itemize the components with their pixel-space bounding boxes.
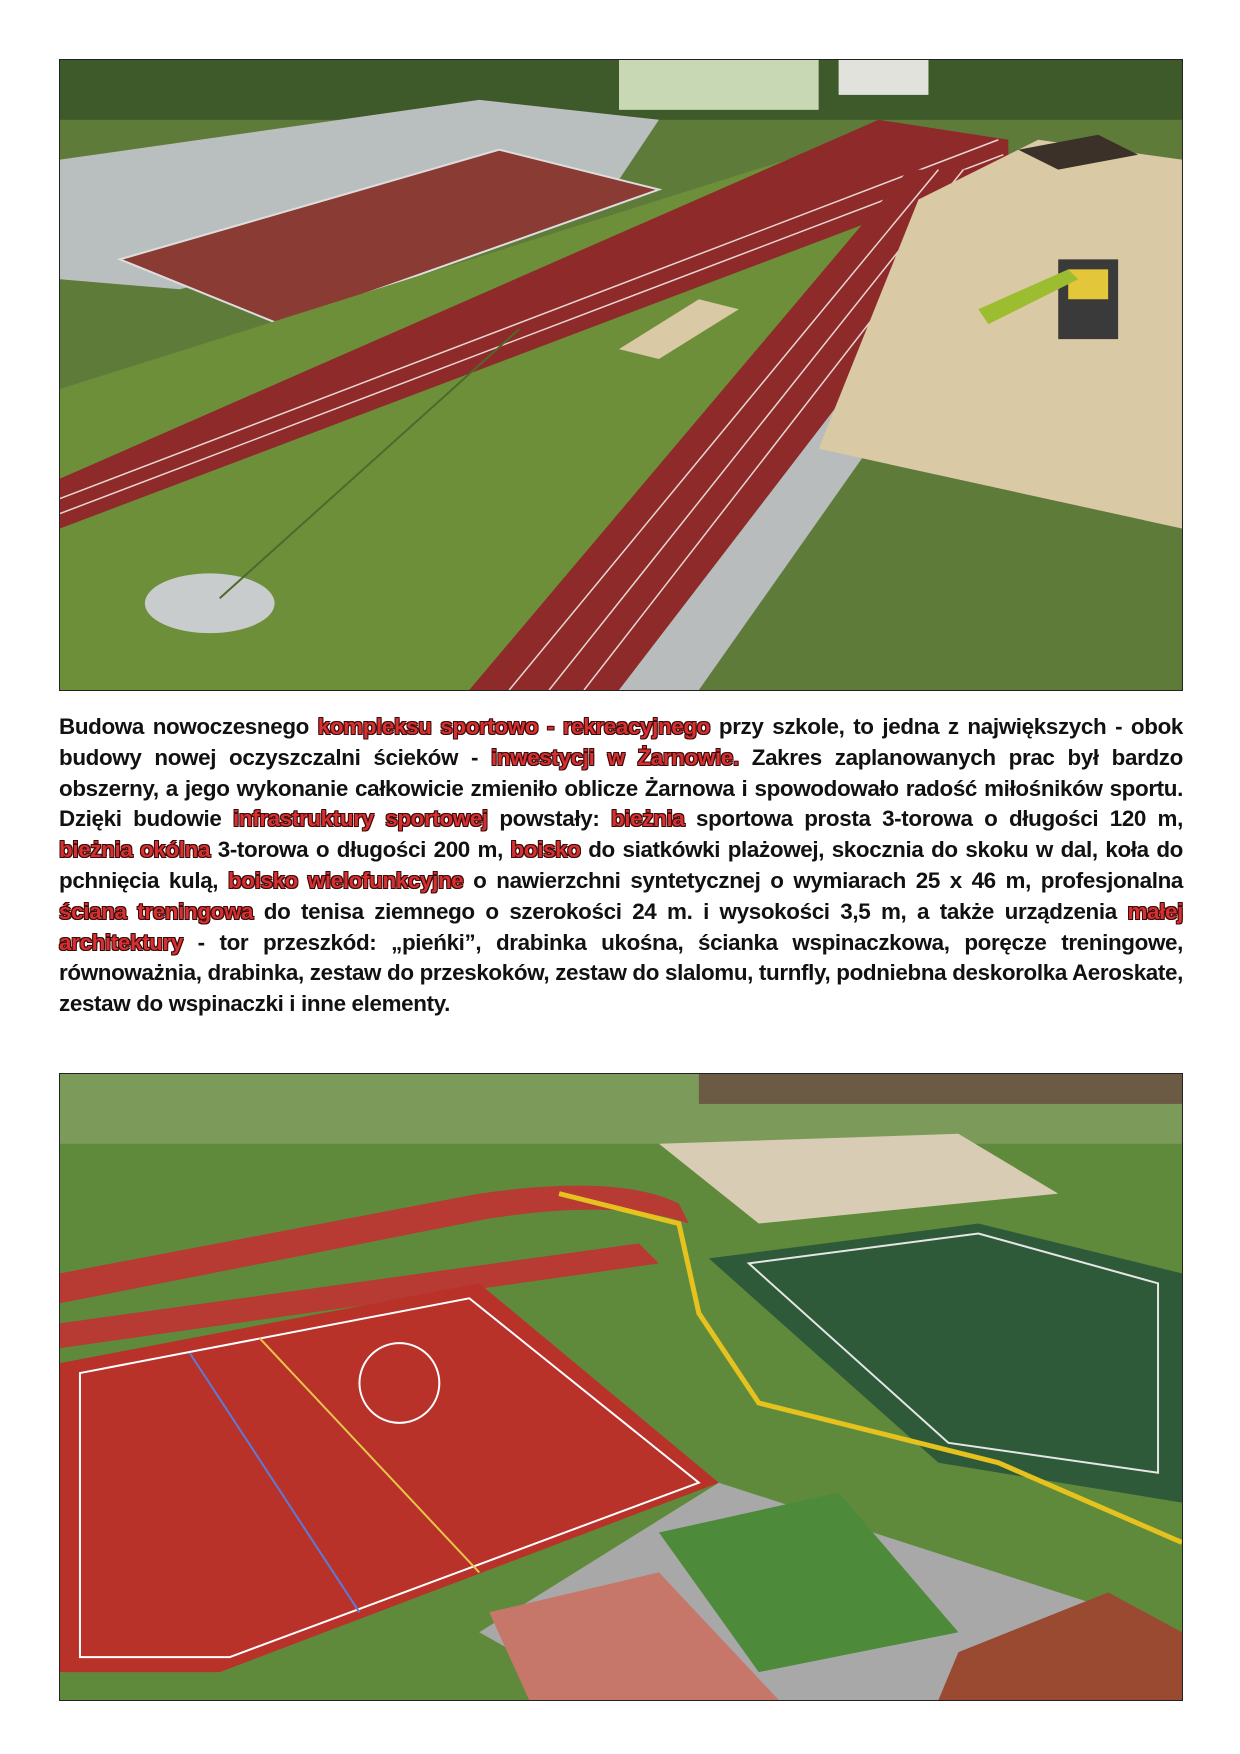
highlighted-phrase: boisko [510, 837, 581, 863]
highlighted-phrase: inwestycji w Żarnowie. [491, 744, 739, 770]
highlighted-phrase: infrastruktury sportowej [233, 806, 488, 832]
aerial-photo-top-illustration [60, 60, 1182, 690]
text-run: do tenisa ziemnego o szerokości 24 m. i wysokości 3,5 m, a także urządzenia [253, 898, 1128, 924]
highlighted-phrase: boisko wielofunkcyjne [227, 867, 464, 893]
text-run: Budowa nowoczesnego [59, 714, 318, 739]
text-run: Zakres zaplanowanych prac był bardzo obszerny, a jego wykonanie całkowicie zmieniło oblicze Żarnowa i spowodowało radość miłośników sportu. Dzięki budowie [59, 744, 1183, 832]
text-run: przy szkole, to jedna z największych - obok budowy nowej oczyszczalni ścieków - [59, 714, 1183, 770]
text-run: o nawierzchni syntetycznej o wymiarach 25 x 46 m, profesjonalna [463, 867, 1183, 893]
article-paragraph [59, 712, 1183, 1020]
aerial-photo-track-and-playground [59, 59, 1183, 691]
highlighted-phrase: bieżnia [610, 806, 685, 832]
text-run: - tor przeszkód: „pieńki”, drabinka ukośna, ścianka wspinaczkowa, poręcze treningowe, równoważnia, drabinka, zestaw do przeskoków, zestaw do slalomu, turnfly, podniebna deskorolka Aeroskate, zestaw do wspinaczki i inne elementy. [59, 929, 1183, 1017]
highlighted-phrase: ściana treningowa [59, 898, 254, 924]
text-run: powstały: [487, 806, 611, 832]
text-run: 3-torowa o długości 200 m, [210, 837, 511, 863]
highlighted-phrase: bieżnia okólna [59, 837, 211, 863]
text-run: sportowa prosta 3-torowa o długości 120 m, [684, 806, 1183, 832]
highlighted-phrase: małej architektury [59, 898, 1183, 955]
text-run: do siatkówki plażowej, skocznia do skoku w dal, koła do pchnięcia kulą, [59, 837, 1184, 893]
aerial-photo-bottom-illustration [60, 1074, 1182, 1700]
highlighted-phrase: kompleksu sportowo - rekreacyjnego [317, 714, 711, 739]
aerial-photo-sports-complex [59, 1073, 1183, 1701]
